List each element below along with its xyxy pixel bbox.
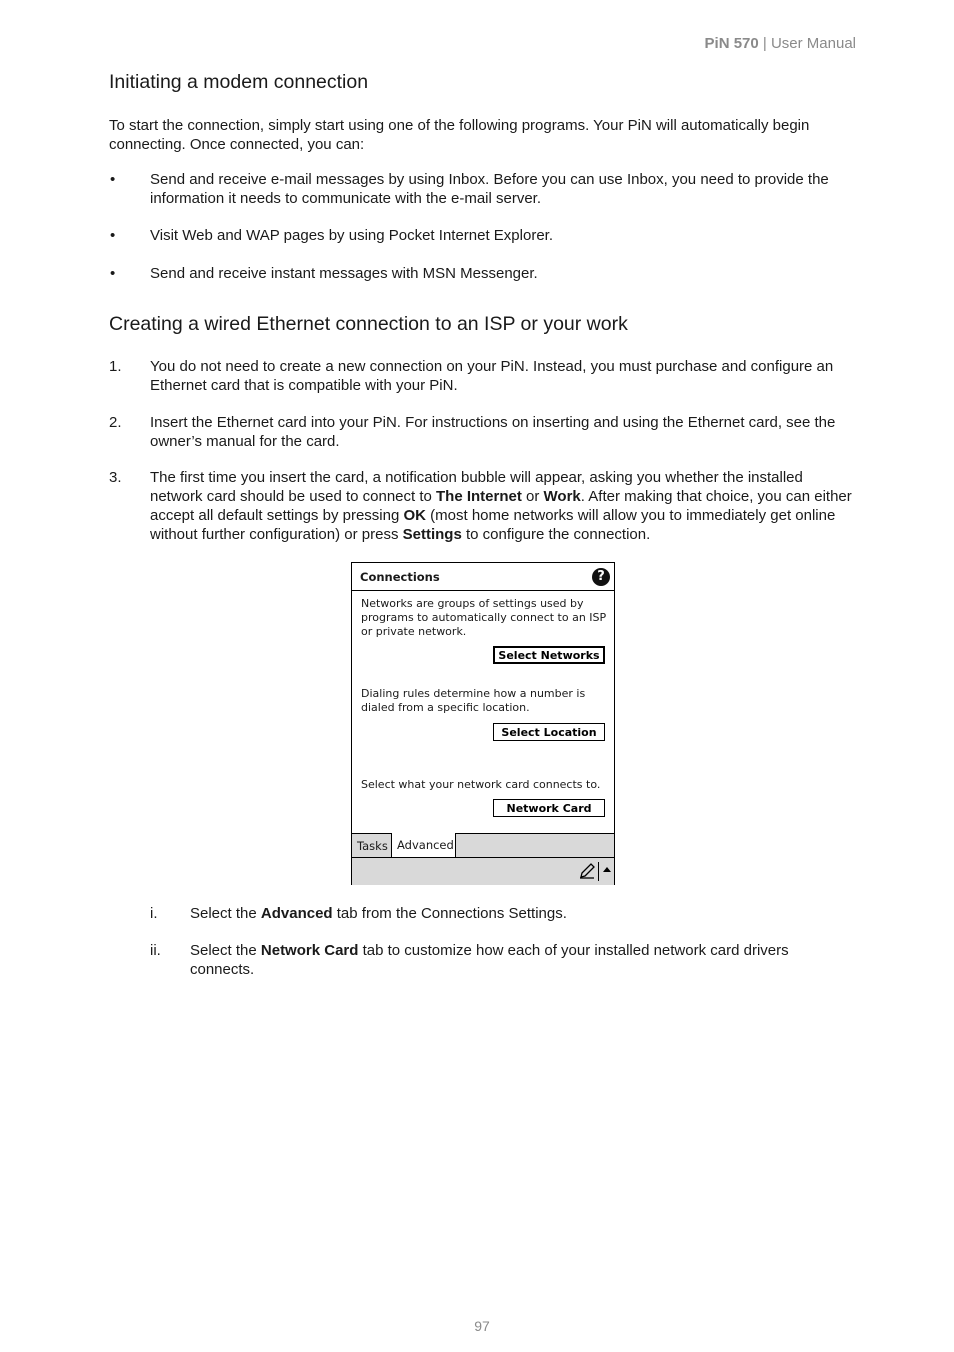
bold-term: Work [543,488,581,505]
step-text [150,468,859,544]
bullet-item [109,226,859,245]
pen-input-icon[interactable] [579,863,595,879]
bold-term: Settings [402,526,462,543]
step-text-part: The first time you insert the card, a notification bubble will appear, asking you whether the installed network card should be used to connect to [150,469,803,505]
bullet-text: Visit Web and WAP pages by using Pocket Internet Explorer. [150,227,554,244]
bullet-item [109,170,859,208]
step-text-part: (most home networks will allow you to immediately get online without further configuration) or press [150,507,836,543]
header-separator: | [758,35,771,52]
step-number: 1. [109,358,122,375]
help-icon[interactable]: ? [592,568,610,586]
sub-step-text-part: tab from the Connections Settings. [332,905,567,922]
bold-term: The Internet [436,488,522,505]
sub-step [150,941,830,979]
bold-term: Network Card [260,942,359,959]
command-bar-separator [598,862,599,881]
dialing-description: Dialing rules determine how a number is dialed from a specific location. [361,687,586,714]
netcard-description: Select what your network card connects to. [361,778,601,791]
tab-tasks[interactable]: Tasks [352,834,392,858]
tab-advanced[interactable]: Advanced [392,833,456,858]
sub-step-text [190,941,830,979]
sip-arrow-up-icon[interactable] [603,867,611,872]
numbered-step [109,413,859,451]
bold-term: OK [403,507,426,524]
step-text-part: or [521,488,544,505]
step-text-part: . After making that choice, you can either accept all default settings by pressing [150,488,852,524]
intro-paragraph: To start the connection, simply start using one of the following programs. Your PiN will automatically begin connecting. Once connected, you can: [109,117,810,153]
section-heading-ethernet: Creating a wired Ethernet connection to an ISP or your work [109,313,628,335]
networks-description: Networks are groups of settings used by programs to automatically connect to an ISP or private network. [361,597,607,638]
page-number: 97 [474,1318,490,1334]
header-brand: PiN 570 [704,35,759,52]
numbered-step [109,357,859,395]
bullet-marker: • [110,171,116,188]
sub-step-text-part: Select the [190,905,261,922]
sub-step [150,904,830,923]
step-text: Insert the Ethernet card into your PiN. For instructions on inserting and using the Ethernet card, see the owner’s manual for the card. [150,414,836,450]
bullet-marker: • [110,227,116,244]
command-bar [352,857,614,885]
sub-step-text-part: tab to customize how each of your installed network card drivers connects. [190,942,789,978]
bold-term: Advanced [260,905,333,922]
sub-step-number: ii. [150,942,161,959]
step-number: 2. [109,414,122,431]
bullet-marker: • [110,265,116,282]
step-text: You do not need to create a new connection on your PiN. Instead, you must purchase and configure an Ethernet card that is compatible with your PiN. [150,358,834,394]
section-heading-modem: Initiating a modem connection [109,71,369,93]
connections-screenshot [351,562,615,885]
step-text-part: to configure the connection. [461,526,651,543]
tab-bar [352,833,614,858]
numbered-step [109,468,859,544]
page-header [705,35,856,52]
pda-title-bar [352,563,614,591]
bullet-text: Send and receive instant messages with MSN Messenger. [150,265,538,282]
select-location-button[interactable]: Select Location [493,723,605,741]
sub-step-text-part: Select the [190,942,261,959]
bullet-text: Send and receive e-mail messages by using Inbox. Before you can use Inbox, you need to provide the information it needs to communicate with the e-mail server. [150,171,829,207]
step-number: 3. [109,469,122,486]
sub-step-text [190,904,830,923]
bullet-item [109,264,859,283]
sub-step-number: i. [150,905,158,922]
header-title: User Manual [770,35,856,52]
pda-title: Connections [360,570,440,584]
network-card-button[interactable]: Network Card [493,799,605,817]
select-networks-button[interactable]: Select Networks [493,646,605,664]
